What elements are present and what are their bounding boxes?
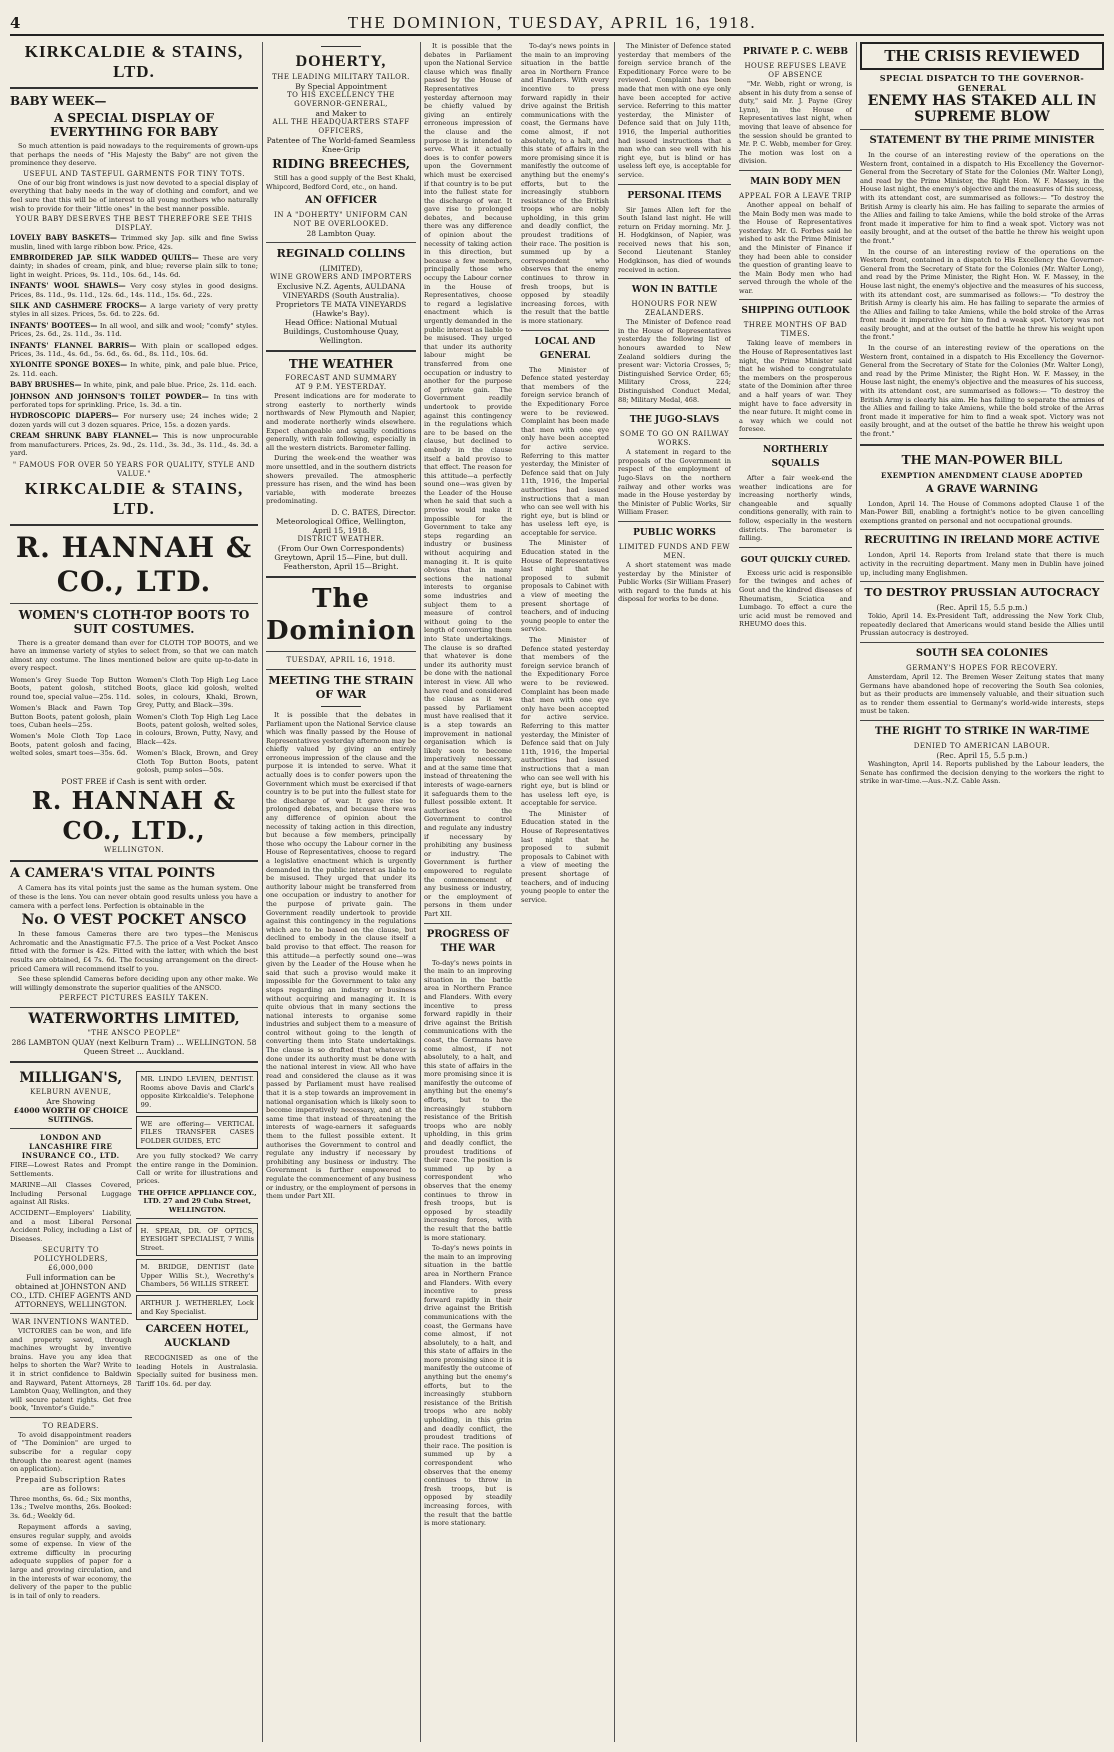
ansco-product: No. O VEST POCKET ANSCO — [21, 912, 247, 929]
riding-breeches: RIDING BREECHES, — [272, 157, 410, 171]
milligans-addr: KELBURN AVENUE, — [30, 1088, 112, 1097]
northerly-title: NORTHERLY SQUALLS — [762, 445, 829, 469]
doherty-officer: AN OFFICER — [305, 195, 377, 207]
offering-ad: WE are offering— VERTICAL FILES TRANSFER CASES FOLDER GUIDES, ETC — [136, 1116, 258, 1149]
rates: Three months, 6s. 6d.; Six months, 13s.; Twelve months, 26s. Booked: 3s. 6d.; Weekly 6d. — [10, 1494, 132, 1520]
rule — [266, 576, 416, 578]
insurance-security: SECURITY TO POLICYHOLDERS, £6,000,000 — [33, 1245, 108, 1272]
rule — [10, 1061, 258, 1063]
manpower-text: London, April 14. The House of Commons adopted Clause 1 of the Man-Power Bill, enabling a fortnight's notice to be given cancelling exemptions granted on personal and not occupational grounds. — [860, 499, 1104, 525]
strike-sub: DENIED TO AMERICAN LABOUR. — [913, 741, 1051, 750]
crisis-cont: In the course of an interesting review of the operations on the Western front, contained in a dispatch to His Excellency the Governor-General from the Secretary of State for the Colonies (Mr. Walter Long), and read by the Prime Minister, the Right Hon. W. F. Massey, in the House last night, the enemy's objective and the measures of his success, with its attendant cost, are summarised as follows:— "To destroy the British Army is clearly his aim. He has failing to separate the armies of the Allies and failing to take Amiens, while the bold stroke of the Arras front made it imperative for him to find a weak spot. Victory was not easily brought, and at the outset of the battle he threw his weight upon the front." — [860, 247, 1104, 342]
list-item: EMBROIDERED JAP. SILK WADDED QUILTS— These are very dainty; in shades of cream, pink, and blue; reverse plain silk to tone; light in weight. Prices, 9s. 11d., 10s. 6d., 14s. 6d. — [10, 252, 258, 279]
milligans-line2: £4000 WORTH OF CHOICE SUITINGS. — [13, 1106, 128, 1125]
insurance-title: LONDON AND LANCASHIRE FIRE INSURANCE CO., LTD. — [21, 1133, 120, 1161]
ansco-para1: In these famous Cameras there are two types—the Meniscus Achromatic and the Anastigmatic F7.5. The price of a Vest Pocket Ansco fitted with the former is 42s. Fitted with the latter, with which the best results are obtained, £4 7s. 6d. The focusing arrangement on the direct-priced Camera will recommend itself to you. — [10, 930, 258, 973]
webb-sub: HOUSE REFUSES LEAVE OF ABSENCE — [744, 62, 847, 79]
col3-left — [424, 42, 512, 1742]
col3-right — [521, 42, 609, 1742]
rule — [739, 438, 852, 439]
masthead-title: THE DOMINION, TUESDAY, APRIL 16, 1918. — [347, 13, 757, 32]
editorial-title: MEETING THE STRAIN OF WAR — [268, 673, 414, 701]
readers-note: Repayment affords a saving, ensures regular supply, and avoids some of expense. In view of the extreme difficulty in procuring adequate supplies of paper for a large and growing circulation, and in the interests of war economy, the delivery of the paper to the public is in tail of only to readers. — [10, 1523, 132, 1600]
hannah-title: R. HANNAH & CO., LTD. — [15, 530, 253, 598]
masthead — [10, 12, 1104, 36]
collins-sub: WINE GROWERS AND IMPORTERS — [269, 273, 412, 282]
rule — [321, 706, 361, 707]
insurance-accident: ACCIDENT—Employers' Liability, and a most Liberal Personal Accident Policy, including a List of Diseases. — [10, 1209, 132, 1243]
rule — [10, 1007, 258, 1008]
rule — [618, 521, 731, 522]
column-rule — [614, 42, 615, 1742]
list-item: XYLONITE SPONGE BOXES— In white, pink, and pale blue. Price, 2s. 11d. each. — [10, 360, 258, 378]
rule — [860, 444, 1104, 446]
column-1 — [10, 42, 258, 1742]
col4-left — [618, 42, 731, 1742]
rule — [10, 524, 258, 526]
list-item: CREAM SHRUNK BABY FLANNEL— This is now unprocurable from manufacturers. Prices, 2s. 9d., 2s. 11d., 3s. 3d., 3s. 11d., 4s. 3d. a yard. — [10, 431, 258, 458]
weather-sig: D. C. BATES, Director. — [331, 507, 416, 517]
readers-text: To avoid disappointment readers of "The Dominion" are urged to subscribe for a regular copy through the nearest agent (names on application). — [10, 1430, 132, 1474]
column-rule — [856, 42, 857, 1742]
rule — [321, 46, 361, 47]
gout-text: Excess uric acid is responsible for the twinges and aches of Gout and the kindred diseases of Rheumatism, Sciatica and Lumbago. To effect a cure the uric acid must be removed and RHEUMO does this. — [739, 568, 852, 629]
deserves-line: YOUR BABY DESERVES THE BEST THEREFORE SEE THIS DISPLAY. — [15, 215, 253, 233]
useful-garments: USEFUL AND TASTEFUL GARMENTS FOR TINY TOTS. — [23, 169, 245, 178]
rule — [860, 581, 1104, 582]
column-4 — [618, 42, 852, 1742]
editorial-text: It is possible that the debates in Parliament upon the National Service clause which was finally passed by the House of Representatives yesterday afternoon may be chiefly valued by giving an entirely erroneous impression of the clause and the purpose it is intended to serve. What it actually does is to confer powers upon the Government which must be exercised if that country is to be put into the fullest state for the discharge of war. It gave rise to prolonged debates, and because there was any difference of opinion about the necessity of taking action in this direction, but because a few members, principally those who occupy the Labour corner in the House of Representatives, choose to regard a legislative enactment which is urgently demanded in the public interest as liable to be misused. They urged that under its authority labour might be transferred from one occupation or industry to another for the purpose of private gain. The Government readily undertook to provide against this contingency in the regulations which are to be based on the clause, but declined to embody in the clause itself a bald proviso to that effect. The reason for this attitude—a perfectly sound one—was given by the Leader of the House when he said that such a proviso would make it impossible for the Government to take any steps regarding an industry or business without acquiring and managing it. It is quite obvious that in many sections the national interests to organise some industries and subject them to a measure of control without going to the length of converting them into State undertakings. The clause is so drafted that whatever is done under its authority must be done with the national interest in view. All who have read and considered the clause as it was passed by Parliament must have realised that it is a step towards an improvement in national organisation which is likely soon to become imperatively necessary, and at the same time that instead of threatening the interests of wage-earners it safeguards them to the fullest possible extent. It authorises the Government to control and regulate any industry if necessary by prohibiting any business or industry. The Government is further empowered to regulate the commencement of any business or industry, or the employment of persons in them under Part XII. — [266, 710, 416, 1201]
district-text: (From Our Own Correspondents) Greytown, April 15—Fine, but dull. Featherston, April 15—Bright. — [274, 543, 408, 571]
rule — [10, 87, 258, 89]
col4-right — [739, 42, 852, 1742]
list-item: Women's Cloth Top High Leg Lace Boots, patent golosh, welted soles, in colours, Brown, Putty, Navy, and Black—42s. — [136, 712, 258, 746]
lower-col1 — [10, 1068, 258, 1602]
list-item: Women's Black and Fawn Top Button Boots, patent golosh, plain toes, Cuban heels—25s. — [10, 704, 132, 729]
local-cont2: The Minister of Education stated in the House of Representatives last night that he proposed to submit proposals to Cabinet with a view of meeting the present shortage of teachers, and of inducing young people to enter the service. — [521, 809, 609, 904]
list-item: Women's Black, Brown, and Grey Cloth Top Button Boots, patent golosh, pump soles—50s. — [136, 749, 258, 774]
collins-prop: Proprietors TE MATA VINEYARDS (Hawke's Bay). — [275, 300, 407, 319]
doherty-sub: THE LEADING MILITARY TAILOR. — [272, 73, 410, 81]
kirkcaldie-footer: " FAMOUS FOR OVER 50 YEARS FOR QUALITY, STYLE AND VALUE." — [12, 460, 256, 478]
collins-office: Head Office: National Mutual Buildings, Customhouse Quay, Wellington. — [283, 318, 399, 346]
column-rule — [262, 42, 263, 1742]
spear-ad: H. SPEAR, DR. OF OPTICS, EYESIGHT SPECIALIST, 7 Willis Street. — [136, 1223, 258, 1256]
webb-title: PRIVATE P. C. WEBB — [743, 47, 848, 57]
waterworths-sub: "THE ANSCO PEOPLE" — [87, 1029, 181, 1038]
northerly-text: After a fair week-end the weather indications are for increasing northerly winds, changeable and squally conditions generally, with rain to follow, especially in the western districts. The barometer is falling. — [739, 474, 852, 543]
rule — [618, 184, 731, 185]
collins-ltd: (LIMITED), — [319, 264, 363, 274]
doherty-appt: By Special Appointment — [295, 82, 387, 91]
rule — [860, 720, 1104, 721]
hannah-intro: There is a greater demand than ever for CLOTH TOP BOOTS, and we have an immense variety of styles to select from, so that we can match almost any costume. The lines mentioned below are quite up-to-date in every respect. — [10, 638, 258, 673]
list-item: LOVELY BABY BASKETS— Trimmed sky Jap. silk and fine Swiss muslin, lined with large ribbon bow. Price, 42s. — [10, 233, 258, 251]
gout-title: GOUT QUICKLY CURED. — [740, 553, 851, 564]
war-inventions-text: VICTORIES can be won, and life and property saved, through machines wrought by inventive brains. Have you any idea that helps to shorten the War? Write to it in strict confidence to Baldwin and Rayward, Patent Attorneys, 28 Lambton Quay, Wellington, and they will secure patent rights. Get free book, "Inventor's Guide." — [10, 1326, 132, 1413]
local-text: The Minister of Defence stated yesterday that members of the foreign service branch of the Expeditionary Force were to be reviewed. Complaint has been made that men with one eye only have been accepted for active service. Referring to this matter yesterday, the Minister of Defence said that on July 11th, 1916, the Imperial authorities had issued instructions that a man who can see well with his right eye, but is blind or has useless left eye, is acceptable for service. — [521, 365, 609, 537]
main-body-sub: APPEAL FOR A LEAVE TRIP — [739, 191, 852, 200]
jugo-text: A statement in regard to the proposals of the Government in respect of the employment of Jugo-Slavs on the northern railway and other works was made in the House yesterday by the Minister of Public Works, Sir William Fraser. — [618, 448, 731, 517]
doherty-uniform: IN A "DOHERTY" UNIFORM CAN NOT BE OVERLOOKED. — [274, 211, 408, 229]
doherty-to: TO HIS EXCELLENCY THE GOVERNOR-GENERAL, — [286, 91, 396, 108]
column-rule — [420, 42, 421, 1742]
column-5 — [860, 42, 1104, 1742]
insurance-fire: FIRE—Lowest Rates and Prompt Settlements. — [10, 1161, 132, 1178]
public-sub: LIMITED FUNDS AND FEW MEN. — [618, 542, 731, 560]
shipping-title: SHIPPING OUTLOOK — [741, 306, 850, 317]
page-number: 4 — [10, 14, 21, 32]
manpower-sub: EXEMPTION AMENDMENT CLAUSE ADOPTED — [881, 470, 1083, 480]
list-item: INFANTS' FLANNEL BARRIS— With plain or scalloped edges. Prices, 3s. 11d., 4s. 6d., 5s. 6d., 6s. 6d., 8s. 11d., 10s. 6d. — [10, 340, 258, 359]
southsea-title: SOUTH SEA COLONIES — [915, 647, 1049, 659]
rule — [618, 278, 731, 279]
rule — [266, 651, 416, 652]
column-3 — [424, 42, 610, 1742]
webb-text: "Mr. Webb, right or wrong, is absent in his duty from a sense of duty," said Mr. J. Payne (Grey Lynn), in the House of Representatives last night, when moving that leave of absence for the session should be granted to Mr. P. C. Webb, member for Grey. The motion was lost on a division. — [739, 80, 852, 166]
recruiting-text: London, April 14. Reports from Ireland state that there is much activity in the recruiting department. Many men in Dublin have joined up, including many Englishmen. — [860, 551, 1104, 577]
weather-office: Meteorological Office, Wellington, April 15, 1918. — [275, 516, 407, 535]
strike-date: (Rec. April 15, 5.5 p.m.) — [936, 750, 1028, 760]
crisis-statement: STATEMENT BY THE PRIME MINISTER — [869, 135, 1095, 146]
prussian-date: (Rec. April 15, 5.5 p.m.) — [936, 603, 1028, 613]
crisis-title: THE CRISIS REVIEWED — [860, 42, 1104, 70]
local-cont3: The Minister of Defence stated yesterday that members of the foreign service branch of the Expeditionary Force were to be reviewed. Complaint has been made that men with one eye only have been accepted for active service. Referring to this matter yesterday, the Minister of Defence said that on July 11th, 1916, the Imperial authorities had issued instructions that a man who can see well with his right eye, but is blind or has useless left eye, is acceptable for service. — [618, 42, 731, 179]
ansco-title: A CAMERA'S VITAL POINTS — [10, 866, 216, 882]
waterworths-title: WATERWORTHS LIMITED, — [28, 1011, 240, 1028]
arthur-ad: ARTHUR J. WETHERLEY, Lock and Key Specialist. — [136, 1295, 258, 1320]
doherty-still: Still has a good supply of the Best Khaki, Whipcord, Bedford Cord, etc., on hand. — [266, 174, 416, 191]
rule — [860, 129, 1104, 130]
local-more: The Minister of Education stated in the House of Representatives last night that he proposed to submit proposals to Cabinet with a view of meeting the present shortage of teachers, and of inducing young people to enter the service. — [521, 539, 609, 634]
rates-title: Prepaid Subscription Rates are as follows: — [15, 1475, 126, 1493]
shipping-sub: THREE MONTHS OF BAD TIMES. — [743, 321, 848, 339]
waterworths-address: 286 LAMBTON QUAY (next Kelburn Tram) ... WELLINGTON. 58 Queen Street ... Auckland. — [11, 1038, 257, 1057]
carceen-title: CARCEEN HOTEL, AUCKLAND — [145, 1324, 250, 1350]
doherty-hq: ALL THE HEADQUARTERS STAFF OFFICERS, — [272, 118, 410, 135]
public-title: PUBLIC WORKS — [633, 527, 716, 538]
prussian-title: TO DESTROY PRUSSIAN AUTOCRACY — [864, 586, 1100, 600]
ansco-intro: A Camera has its vital points just the same as the human system. One of these is the lens. You can never obtain good results unless you have a camera with a perfect lens. Perfection is obtainable in the — [10, 884, 258, 910]
prussian-text: Tokio, April 14. Ex-President Taft, addressing the New York Club, repeatedly declared that Americans would stand beside the Allies until Prussian autocracy is destroyed. — [860, 612, 1104, 638]
rule — [10, 1417, 132, 1418]
editorial-cont: It is possible that the debates in Parliament upon the National Service clause which was finally passed by the House of Representatives yesterday afternoon may be chiefly valued by giving an entirely erroneous impression of the clause and the purpose it is intended to serve. What it actually does is to confer powers upon the Government which must be exercised if that country is to be put into the fullest state for the discharge of war. It gave rise to prolonged debates, and because there was any difference of opinion about the necessity of taking action in this direction, but because a few members, principally those who occupy the Labour corner in the House of Representatives, choose to regard a legislative enactment which is urgently demanded in the public interest as liable to be misused. They urged that under its authority labour might be transferred from one occupation or industry to another for the purpose of private gain. The Government readily undertook to provide against this contingency in the regulations which are to be based on the clause, but declined to embody in the clause itself a bald proviso to that effect. The reason for this attitude—a perfectly sound one—was given by the Leader of the House when he said that such a proviso would make it impossible for the Government to take any steps regarding an industry or business without acquiring and managing it. It is quite obvious that in many sections the national interests to organise some industries and subject them to a measure of control without going to the length of converting them into State undertakings. The clause is so drafted that whatever is done under its authority must be done with the national interest in view. All who have read and considered the clause as it was passed by Parliament must have realised that it is a step towards an improvement in national organisation which is likely soon to become imperatively necessary, and at the same time that instead of threatening the interests of wage-earners it safeguards them to the fullest possible extent. It authorises the Government to control and regulate any industry if necessary by prohibiting any business or industry. The Government is further empowered to regulate the commencement of any business or industry, or the employment of persons in them under Part XII. — [424, 42, 512, 918]
personal-text: Sir James Allen left for the South Island last night. He will return on Friday morning. Mr. J. H. Hodgkinson, of Napier, was received news that his son, Second Lieutenant Stanley Hodgkinson, has died of wounds received in action. — [618, 205, 731, 274]
district-weather: DISTRICT WEATHER. — [297, 534, 385, 543]
collins-title: REGINALD COLLINS — [276, 247, 406, 261]
rule — [860, 642, 1104, 643]
shipping-text: Taking leave of members in the House of Representatives last night, the Prime Minister said that he wished to congratulate the members on the prosperous state of the Dominion after three and a half years of war. They might have to face adversity in the near future. It might come in a way which we could not foresee. — [739, 339, 852, 434]
list-item: Women's Mole Cloth Top Lace Boots, patent golosh and facing, welted soles, smart toes—35s. 6d. — [10, 732, 132, 758]
office-ad: THE OFFICE APPLIANCE COY., LTD. 27 and 29 Cuba Street, WELLINGTON. — [137, 1188, 257, 1214]
rule — [10, 1128, 132, 1129]
manpower-warning: A GRAVE WARNING — [925, 483, 1039, 495]
kirkcaldie-intro: So much attention is paid nowadays to the requirements of grown-ups that perhaps the needs of "His Majesty the Baby" are not given the prominence they deserve. — [10, 142, 258, 168]
won-text: The Minister of Defence read in the House of Representatives yesterday the following list of honours awarded to New Zealand soldiers during the present war: Victoria Crosses, 5; Distinguished Service Order, 65; Military Cross, 224; Distinguished Conduct Medal, 88; Military Medal, 468. — [618, 318, 731, 404]
list-item: SILK AND CASHMERE FROCKS— A large variety of very pretty styles in all sizes. Prices, 5s. 6d. to 22s. 6d. — [10, 301, 258, 319]
list-item: INFANTS' WOOL SHAWLS— Very cosy styles in good designs. Prices, 8s. 11d., 9s. 11d., 12s. 6d., 14s. 11d., 15s. 6d., 22s. — [10, 281, 258, 299]
list-item: Women's Grey Suede Top Button Boots, patent golosh, stitched round toe, special value—25s. 11d. — [10, 675, 132, 701]
weather-title: THE WEATHER — [288, 357, 394, 372]
rule — [10, 603, 258, 604]
strike-text: Washington, April 14. Reports published by the Labour leaders, the Senate has confirmed the decision denying to the workers the right to strike in war-time.—Aus.-N.Z. Cable Assn. — [860, 759, 1104, 786]
weather-text: Present indications are for moderate to strong easterly to northerly winds northwards of New Plymouth and Napier, and moderate northerly winds elsewhere. Expect changeable and squally conditions generally, with rain following, especially in all the western districts. Barometer falling. — [266, 392, 416, 452]
hannah-items — [10, 675, 258, 777]
progress-cont2: To-day's news points in the main to an improving situation in the battle area in Northern France and Flanders. With every incentive to press forward rapidly in their drive against the British communications with the coast, the Germans have come almost, if not absolutely, to a halt, and this state of affairs in the more promising since it is manifestly the outcome of anything but the enemy's efforts, but to the increasingly stubborn resistance of the British troops who are nobly upholding, in this grim and deadly conflict, the proudest traditions of their race. The position is summed up by a correspondent who observes that the enemy continues to throw in fresh troops, but is opposed by steadily increasing forces, with the result that the battle is more stationary. — [521, 42, 609, 325]
weather-sub: FORECAST AND SUMMARY — [285, 374, 397, 383]
doherty-maker: and Maker to — [315, 109, 367, 118]
war-inventions-title: WAR INVENTIONS WANTED. — [12, 1317, 130, 1326]
insurance-info: Full information can be obtained at JOHNSTON AND CO., LTD. CHIEF AGENTS AND ATTORNEYS, WELLINGTON. — [10, 1272, 132, 1309]
rule — [521, 330, 609, 331]
manpower-title: THE MAN-POWER BILL — [901, 452, 1063, 468]
rule — [10, 860, 258, 862]
insurance-marine: MARINE—All Classes Covered, Including Personal Luggage against All Risks. — [10, 1181, 132, 1206]
rule — [266, 350, 416, 352]
weather-during: During the week-end the weather was more unsettled, and in the southern districts showers prevailed. The atmospheric pressure has risen, and the wind has been variable, with moderate breezes predominating. — [266, 454, 416, 506]
main-body-text: Another appeal on behalf of the Main Body men was made to the House of Representatives yesterday. Mr. G. Forbes said he wished to ask the Prime Minister and the Minister of Finance if they had been able to consider the question of granting leave to the Main Body men who had served through the whole of the war. — [739, 200, 852, 295]
personal-title: PERSONAL ITEMS — [627, 190, 722, 201]
rule — [739, 299, 852, 300]
baby-week-heading: BABY WEEK— — [10, 94, 107, 108]
hannah-footer-sub: WELLINGTON. — [104, 846, 164, 855]
doherty-title: DOHERTY, — [295, 53, 387, 70]
rule — [136, 1218, 258, 1219]
crisis-cont2: In the course of an interesting review of the operations on the Western front, contained in a dispatch to His Excellency the Governor-General from the Secretary of State for the Colonies (Mr. Walter Long), and read by the Prime Minister, the Right Hon. W. F. Massey, in the House last night, the enemy's objective and the measures of his success, with its attendant cost, are summarised as follows:— "To destroy the British Army is clearly his aim. He has failing to separate the armies of the Allies and failing to take Amiens, while the bold stroke of the Arras front made it imperative for him to find a weak spot. Victory was not easily brought, and at the outset of the battle he threw his weight upon the front." — [860, 344, 1104, 438]
southsea-sub: GERMANY'S HOPES FOR RECOVERY. — [906, 663, 1058, 672]
milligans-line1: Are Showing — [46, 1097, 96, 1107]
perfect-pictures: PERFECT PICTURES EASILY TAKEN. — [59, 994, 209, 1003]
list-item: JOHNSON AND JOHNSON'S TOILET POWDER— In tins with perforated tops for sprinkling. Price, 1s. 3d. a tin. — [10, 391, 258, 410]
ascertain-ad: Are you fully stocked? We carry the entire range in the Dominion. Call or write for illustrations and prices. — [136, 1152, 258, 1186]
weather-time: AT 9 P.M. YESTERDAY. — [295, 383, 387, 392]
column-2 — [266, 42, 416, 1742]
won-title: WON IN BATTLE — [631, 285, 718, 296]
milligans-title: MILLIGAN'S, — [19, 1070, 123, 1087]
progress-text: To-day's news points in the main to an improving situation in the battle area in Northern France and Flanders. With every incentive to press forward rapidly in their drive against the British communications with the coast, the Germans have come almost, if not absolutely, to a halt, and this state of affairs in the more promising since it is manifestly the outcome of anything but the enemy's efforts, but to the increasingly stubborn resistance of the British troops who are nobly upholding, in this grim and deadly conflict, the proudest traditions of their race. The position is summed up by a correspondent who observes that the enemy continues to throw in fresh troops, but is opposed by steadily increasing forces, with the result that the battle is more stationary. — [424, 958, 512, 1242]
recruiting-title: RECRUITING IN IRELAND MORE ACTIVE — [864, 535, 1100, 547]
rule — [618, 408, 731, 409]
rule — [10, 1313, 132, 1314]
list-item: HYDROSCOPIC DIAPERS— For nursery use; 24 inches wide; 2 dozen yards will cut 3 dozen squares. Price, 15s. a dozen yards. — [10, 411, 258, 429]
dominion-date: TUESDAY, APRIL 16, 1918. — [286, 655, 396, 664]
list-item: Women's Cloth Top High Leg Lace Boots, glace kid golosh, welted soles, in colours, Khaki, Brown, Grey, Putty, and Black—39s. — [136, 675, 258, 710]
dominion-banner: The Dominion — [266, 583, 416, 646]
jugo-title: THE JUGO-SLAVS — [629, 415, 720, 426]
hannah-heading: WOMEN'S CLOTH-TOP BOOTS TO SUIT COSTUMES. — [18, 607, 250, 636]
local-title: LOCAL AND GENERAL — [534, 336, 596, 361]
list-item: INFANTS' BOOTEES— In all wool, and silk and wool; "comfy" styles. Prices, 2s. 6d., 2s. 11d., 3s. 11d. — [10, 320, 258, 339]
collins-agents: Exclusive N.Z. Agents, AULDANA VINEYARDS (South Australia). — [277, 282, 405, 301]
progress-cont: To-day's news points in the main to an improving situation in the battle area in Northern France and Flanders. With every incentive to press forward rapidly in their drive against the British communications with the coast, the Germans have come almost, if not absolutely, to a halt, and this state of affairs in the more promising since it is manifestly the outcome of anything but the enemy's efforts, but to the increasingly stubborn resistance of the British troops who are nobly upholding, in this grim and deadly conflict, the proudest traditions of their race. The position is summed up by a correspondent who observes that the enemy continues to throw in fresh troops, but is opposed by steadily increasing forces, with the result that the battle is more stationary. — [424, 1244, 512, 1528]
southsea-text: Amsterdam, April 12. The Bremen Weser Zeitung states that many Germans have abandoned hope of recovering the South Sea colonies, but as their products are immensely valuable, and their situation such as to render them essential to Germany's world-wide interests, steps must be taken. — [860, 672, 1104, 716]
main-body-title: MAIN BODY MEN — [750, 176, 841, 187]
lindo-ad: MR. LINDO LEVIEN, DENTIST. Rooms above Davis and Clark's opposite Kirkcaldie's. Telephone 99. — [136, 1071, 258, 1113]
list-item: BABY BRUSHES— In white, pink, and pale blue. Price, 2s. 11d. each. — [10, 380, 257, 390]
won-sub: HONOURS FOR NEW ZEALANDERS. — [631, 300, 718, 318]
rule — [739, 547, 852, 548]
kirkcaldie-title: KIRKCALDIE & STAINS, LTD. — [24, 42, 244, 81]
crisis-staked: ENEMY HAS STAKED ALL IN SUPREME BLOW — [867, 93, 1097, 125]
post-free: POST FREE if Cash is sent with order. — [61, 777, 207, 787]
ansco-para2: See these splendid Cameras before deciding upon any other make. We will willingly demonstrate the superior qualities of the ANSCO. — [10, 975, 258, 992]
crisis-text: In the course of an interesting review of the operations on the Western front, contained in a dispatch to His Excellency the Governor-General from the Secretary of State for the Colonies (Mr. Walter Long), and read by the Prime Minister, the Right Hon. W. F. Massey, in the House last night, the enemy's objective and the measures of his success, with its attendant cost, are summarised as follows:— "To destroy the British Army is clearly his aim. He has failing to separate the armies of the Allies and failing to take Amiens, while the bold stroke of the Arras front made it imperative for him to find a weak spot. Victory was not easily brought, and at the outset of the battle he threw his weight upon the front." — [860, 151, 1104, 245]
kirkcaldie-para: One of our big front windows is just now devoted to a special display of everything that baby needs in the way of clothing and comfort, and we feel sure that this will be of interest to all young mothers who naturally wish to provide for their "little ones" in the best manner possible. — [10, 178, 258, 213]
crisis-sub: SPECIAL DISPATCH TO THE GOVERNOR-GENERAL — [879, 73, 1085, 93]
readers-title: TO READERS. — [42, 1421, 99, 1430]
local-cont: The Minister of Defence stated yesterday that members of the foreign service branch of the Expeditionary Force were to be reviewed. Complaint has been made that men with one eye only have been accepted for active service. Referring to this matter yesterday, the Minister of Defence said that on July 11th, 1916, the Imperial authorities had issued instructions that a man who can see well with his right eye, but is blind or has useless left eye, is acceptable for service. — [521, 636, 609, 808]
doherty-patentee: Patentee of The World-famed Seamless Knee-Grip — [266, 136, 416, 154]
jugo-sub: SOME TO GO ON RAILWAY WORKS. — [619, 430, 730, 448]
hannah-footer-title: R. HANNAH & CO., LTD., — [31, 786, 237, 846]
rule — [860, 529, 1104, 530]
carceen-text: RECOGNISED as one of the leading Hotels in Australasia. Specially suited for business men. Tariff 10s. 6d. per day. — [136, 1354, 258, 1388]
progress-title: PROGRESS OF THE WAR — [426, 928, 510, 954]
bridge-ad: M. BRIDGE, DENTIST (late Upper Willis St.), Wecrethy's Chambers, 56 WILLIS STREET. — [136, 1259, 258, 1292]
rule — [424, 923, 512, 924]
rule — [266, 669, 416, 670]
rule — [739, 170, 852, 171]
baby-week-subheading: A SPECIAL DISPLAY OF EVERYTHING FOR BABY — [49, 111, 219, 139]
kirkcaldie-footer-title: KIRKCALDIE & STAINS, LTD. — [24, 478, 244, 518]
doherty-address: 28 Lambton Quay. — [306, 229, 376, 239]
public-text: A short statement was made yesterday by the Minister of Public Works (Sir William Fraser) with regard to the funds at his disposal for works to be done. — [618, 560, 731, 604]
strike-title: THE RIGHT TO STRIKE IN WAR-TIME — [874, 725, 1090, 737]
rule — [266, 242, 416, 243]
